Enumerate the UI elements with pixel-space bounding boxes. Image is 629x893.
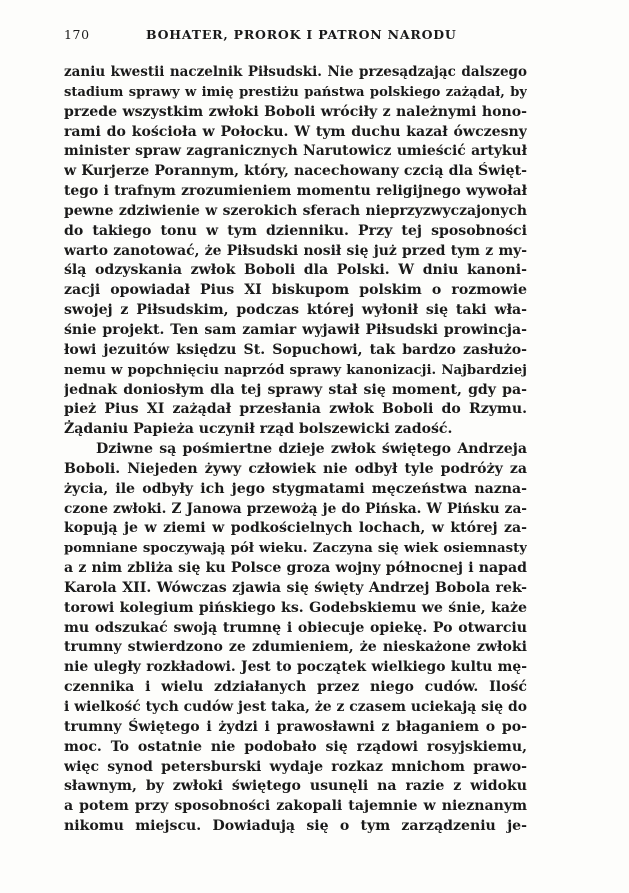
text-line: kopują je w ziemi w podkościelnych lochach, w której za-	[64, 520, 527, 537]
body-text	[64, 63, 527, 837]
text-line: Karola XII. Wówczas zjawia się święty Andrzej Bobola rek-	[64, 579, 527, 596]
text-line: swojej z Piłsudskim, podczas której wyłonił się taki wła-	[64, 302, 527, 319]
page-header	[64, 27, 526, 47]
text-line: zacji opowiadał Pius XI biskupom polskim o rozmowie	[64, 282, 527, 299]
text-line: torowi kolegium pińskiego ks. Godebskiemu we śnie, każe	[64, 599, 527, 616]
text-line: nemu w popchnięciu naprzód sprawy kanonizacji. Najbardziej	[64, 362, 527, 378]
text-line: przede wszystkim zwłoki Boboli wróciły z należnymi hono-	[64, 103, 527, 120]
text-line: trumny stwierdzono ze zdumieniem, że nieskażone zwłoki	[64, 639, 527, 656]
text-line: łowi jezuitów księdzu St. Sopuchowi, tak bardzo zasłużo-	[64, 341, 527, 358]
text-line: pież Pius XI zażądał przesłania zwłok Boboli do Rzymu.	[64, 401, 527, 418]
text-line: nie uległy rozkładowi. Jest to początek wielkiego kultu mę-	[64, 659, 527, 676]
text-line: moc. To ostatnie nie podobało się rządowi rosyjskiemu,	[64, 738, 527, 755]
text-line: czone zwłoki. Z Janowa przewożą je do Pińska. W Pińsku za-	[64, 500, 527, 517]
text-line: a potem przy sposobności zakopali tajemnie w nieznanym	[64, 798, 527, 815]
text-line: stadium sprawy w imię prestiżu państwa polskiego zażądał, by	[64, 84, 527, 100]
text-line: w Kurjerze Porannym, który, nacechowany czcią dla Święt-	[64, 163, 527, 180]
text-line: jednak doniosłym dla tej sprawy stał się moment, gdy pa-	[64, 381, 527, 398]
text-line: nikomu miejscu. Dowiadują się o tym zarządzeniu je-	[64, 818, 527, 835]
running-title: BOHATER, PROROK I PATRON NARODU	[146, 27, 457, 42]
text-line: zaniu kwestii naczelnik Piłsudski. Nie przesądzając dalszego	[64, 64, 527, 80]
text-line: czennika i wielu zdziałanych przez niego cudów. Ilość	[64, 679, 527, 696]
text-line: warto zanotować, że Piłsudski nosił się już przed tym z my-	[64, 242, 527, 259]
text-line: więc synod petersburski wydaje rozkaz mnichom prawo-	[64, 758, 527, 775]
text-line: rami do kościoła w Połocku. W tym duchu kazał ówczesny	[64, 123, 527, 140]
text-line: trumny Świętego i żydzi i prawosławni z błaganiem o po-	[64, 718, 527, 735]
text-line: śnie projekt. Ten sam zamiar wyjawił Piłsudski prowincja-	[64, 321, 527, 338]
text-line: ślą odzyskania zwłok Boboli dla Polski. W dniu kanoni-	[64, 262, 527, 279]
text-line: tego i trafnym zrozumieniem momentu religijnego wywołał	[64, 183, 527, 200]
text-line: życia, ile odbyły ich jego stygmatami męczeństwa nazna-	[64, 480, 527, 497]
text-line: sławnym, by zwłoki świętego usunęli na razie z widoku	[64, 778, 527, 795]
text-line: mu odszukać swoją trumnę i obiecuje opiekę. Po otwarciu	[64, 619, 527, 636]
text-line: pewne zdziwienie w szerokich sferach nieprzyzwyczajonych	[64, 202, 527, 219]
paragraph-last-line: Żądaniu Papieża uczynił rząd bolszewicki zadość.	[64, 421, 453, 438]
text-line: do takiego tonu w tym dzienniku. Przy tej sposobności	[64, 222, 527, 239]
text-line: Boboli. Niejeden żywy człowiek nie odbył tyle podróży za	[64, 460, 527, 477]
text-line: i wielkość tych cudów jest taka, że z czasem uciekają się do	[64, 699, 527, 715]
text-line: a z nim zbliża się ku Polsce groza wojny północnej i napad	[64, 560, 527, 577]
text-line: pomniane spoczywają pół wieku. Zaczyna się wiek osiemnasty	[64, 541, 527, 557]
text-line: minister spraw zagranicznych Narutowicz umieścić artykuł	[64, 143, 527, 160]
paragraph-first-line: Dziwne są pośmiertne dzieje zwłok świętego Andrzeja	[96, 441, 527, 458]
page-number: 170	[64, 27, 90, 42]
